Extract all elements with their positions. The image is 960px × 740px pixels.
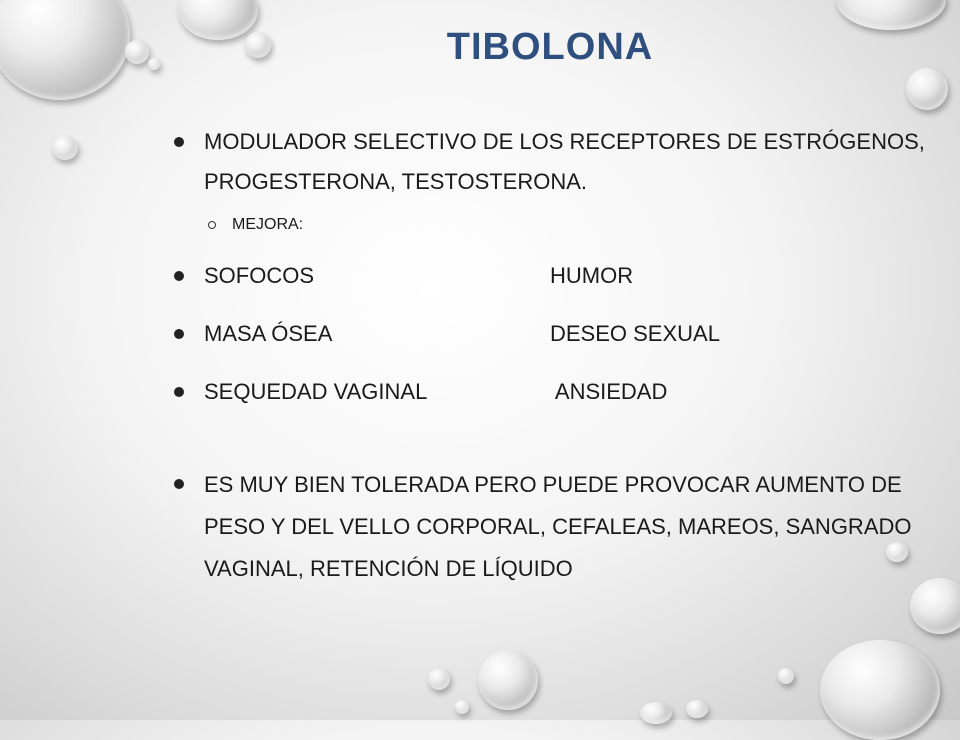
bullet-row-2 bbox=[170, 314, 930, 354]
water-drop-decoration bbox=[686, 700, 708, 718]
sub-bullet-mejora: MEJORA: bbox=[170, 208, 930, 242]
water-drop-decoration bbox=[52, 136, 78, 160]
benefit-right: ANSIEDAD bbox=[550, 379, 668, 404]
slide-body bbox=[170, 122, 930, 590]
benefit-right: DESEO SEXUAL bbox=[550, 321, 720, 346]
slide-title: TIBOLONA bbox=[446, 26, 654, 68]
water-drop-decoration bbox=[428, 668, 450, 690]
bullet-row-3 bbox=[170, 372, 930, 412]
water-drop-decoration bbox=[478, 650, 538, 710]
water-drop-decoration bbox=[640, 702, 672, 724]
benefit-right: HUMOR bbox=[550, 263, 634, 288]
water-drop-decoration bbox=[455, 700, 469, 714]
water-drop-decoration bbox=[906, 68, 948, 110]
benefit-left: MASA ÓSEA bbox=[204, 321, 333, 346]
bullet-efectos-adversos: ES MUY BIEN TOLERADA PERO PUEDE PROVOCAR AUMENTO DE PESO Y DEL VELLO CORPORAL, CEFALEAS, MAREOS, SANGRADO VAGINAL, RETENCIÓN DE LÍQUIDO bbox=[170, 464, 930, 590]
water-drop-decoration bbox=[820, 640, 940, 740]
benefit-left: SOFOCOS bbox=[204, 263, 315, 288]
water-drop-decoration bbox=[778, 668, 794, 684]
bullet-modulador: MODULADOR SELECTIVO DE LOS RECEPTORES DE ESTRÓGENOS, PROGESTERONA, TESTOSTERONA. bbox=[170, 122, 930, 202]
bullet-row-1 bbox=[170, 256, 930, 296]
benefit-left: SEQUEDAD VAGINAL bbox=[204, 379, 428, 404]
